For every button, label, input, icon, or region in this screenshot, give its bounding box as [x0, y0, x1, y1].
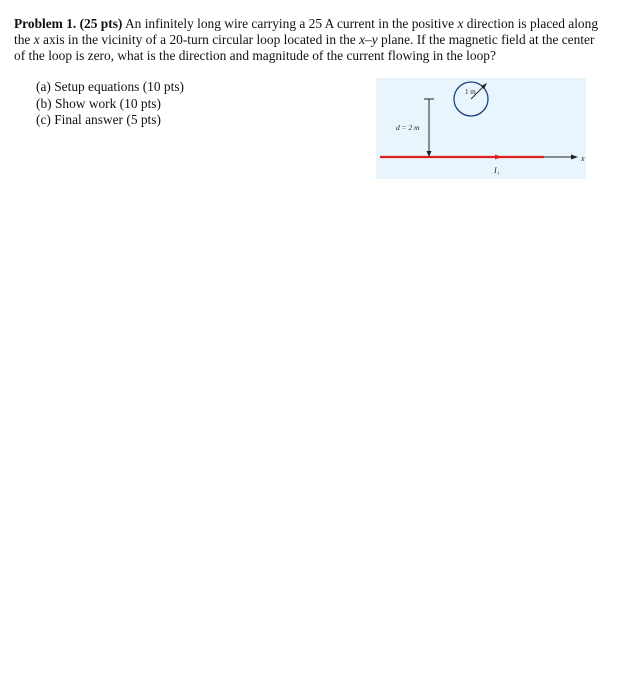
problem-label: Problem 1. [14, 16, 77, 31]
var-xy: x–y [359, 32, 378, 47]
x-axis-arrowhead [571, 155, 578, 160]
problem-text-3: axis in the vicinity of a 20-turn circular loop located in the [39, 32, 360, 47]
problem-points: (25 pts) [79, 16, 123, 31]
problem-text-1: An infinitely long wire carrying a 25 A current in the positive [122, 16, 458, 31]
var-x: x [457, 16, 464, 31]
var-x-2: x [33, 32, 40, 47]
part-b: (b) Show work (10 pts) [36, 95, 161, 111]
parts-list [36, 79, 184, 129]
problem-text-4: plane. If the magnetic field at the center of the loop is zero, what is the direction and magnitude of the current flowing in the loop? [14, 32, 595, 63]
distance-label: d = 2 m [396, 123, 420, 132]
figure-svg [376, 78, 586, 179]
wire-loop-figure [376, 78, 586, 179]
current-arrow [495, 155, 502, 160]
problem-statement [14, 16, 604, 64]
part-c: (c) Final answer (5 pts) [36, 112, 161, 127]
radius-label: 1 m [465, 88, 476, 96]
part-a: (a) Setup equations (10 pts) [36, 79, 185, 94]
current-label: I₁ [494, 166, 500, 175]
problem-text-2: direction is placed along the [14, 16, 599, 47]
x-axis-label: x [581, 154, 585, 163]
